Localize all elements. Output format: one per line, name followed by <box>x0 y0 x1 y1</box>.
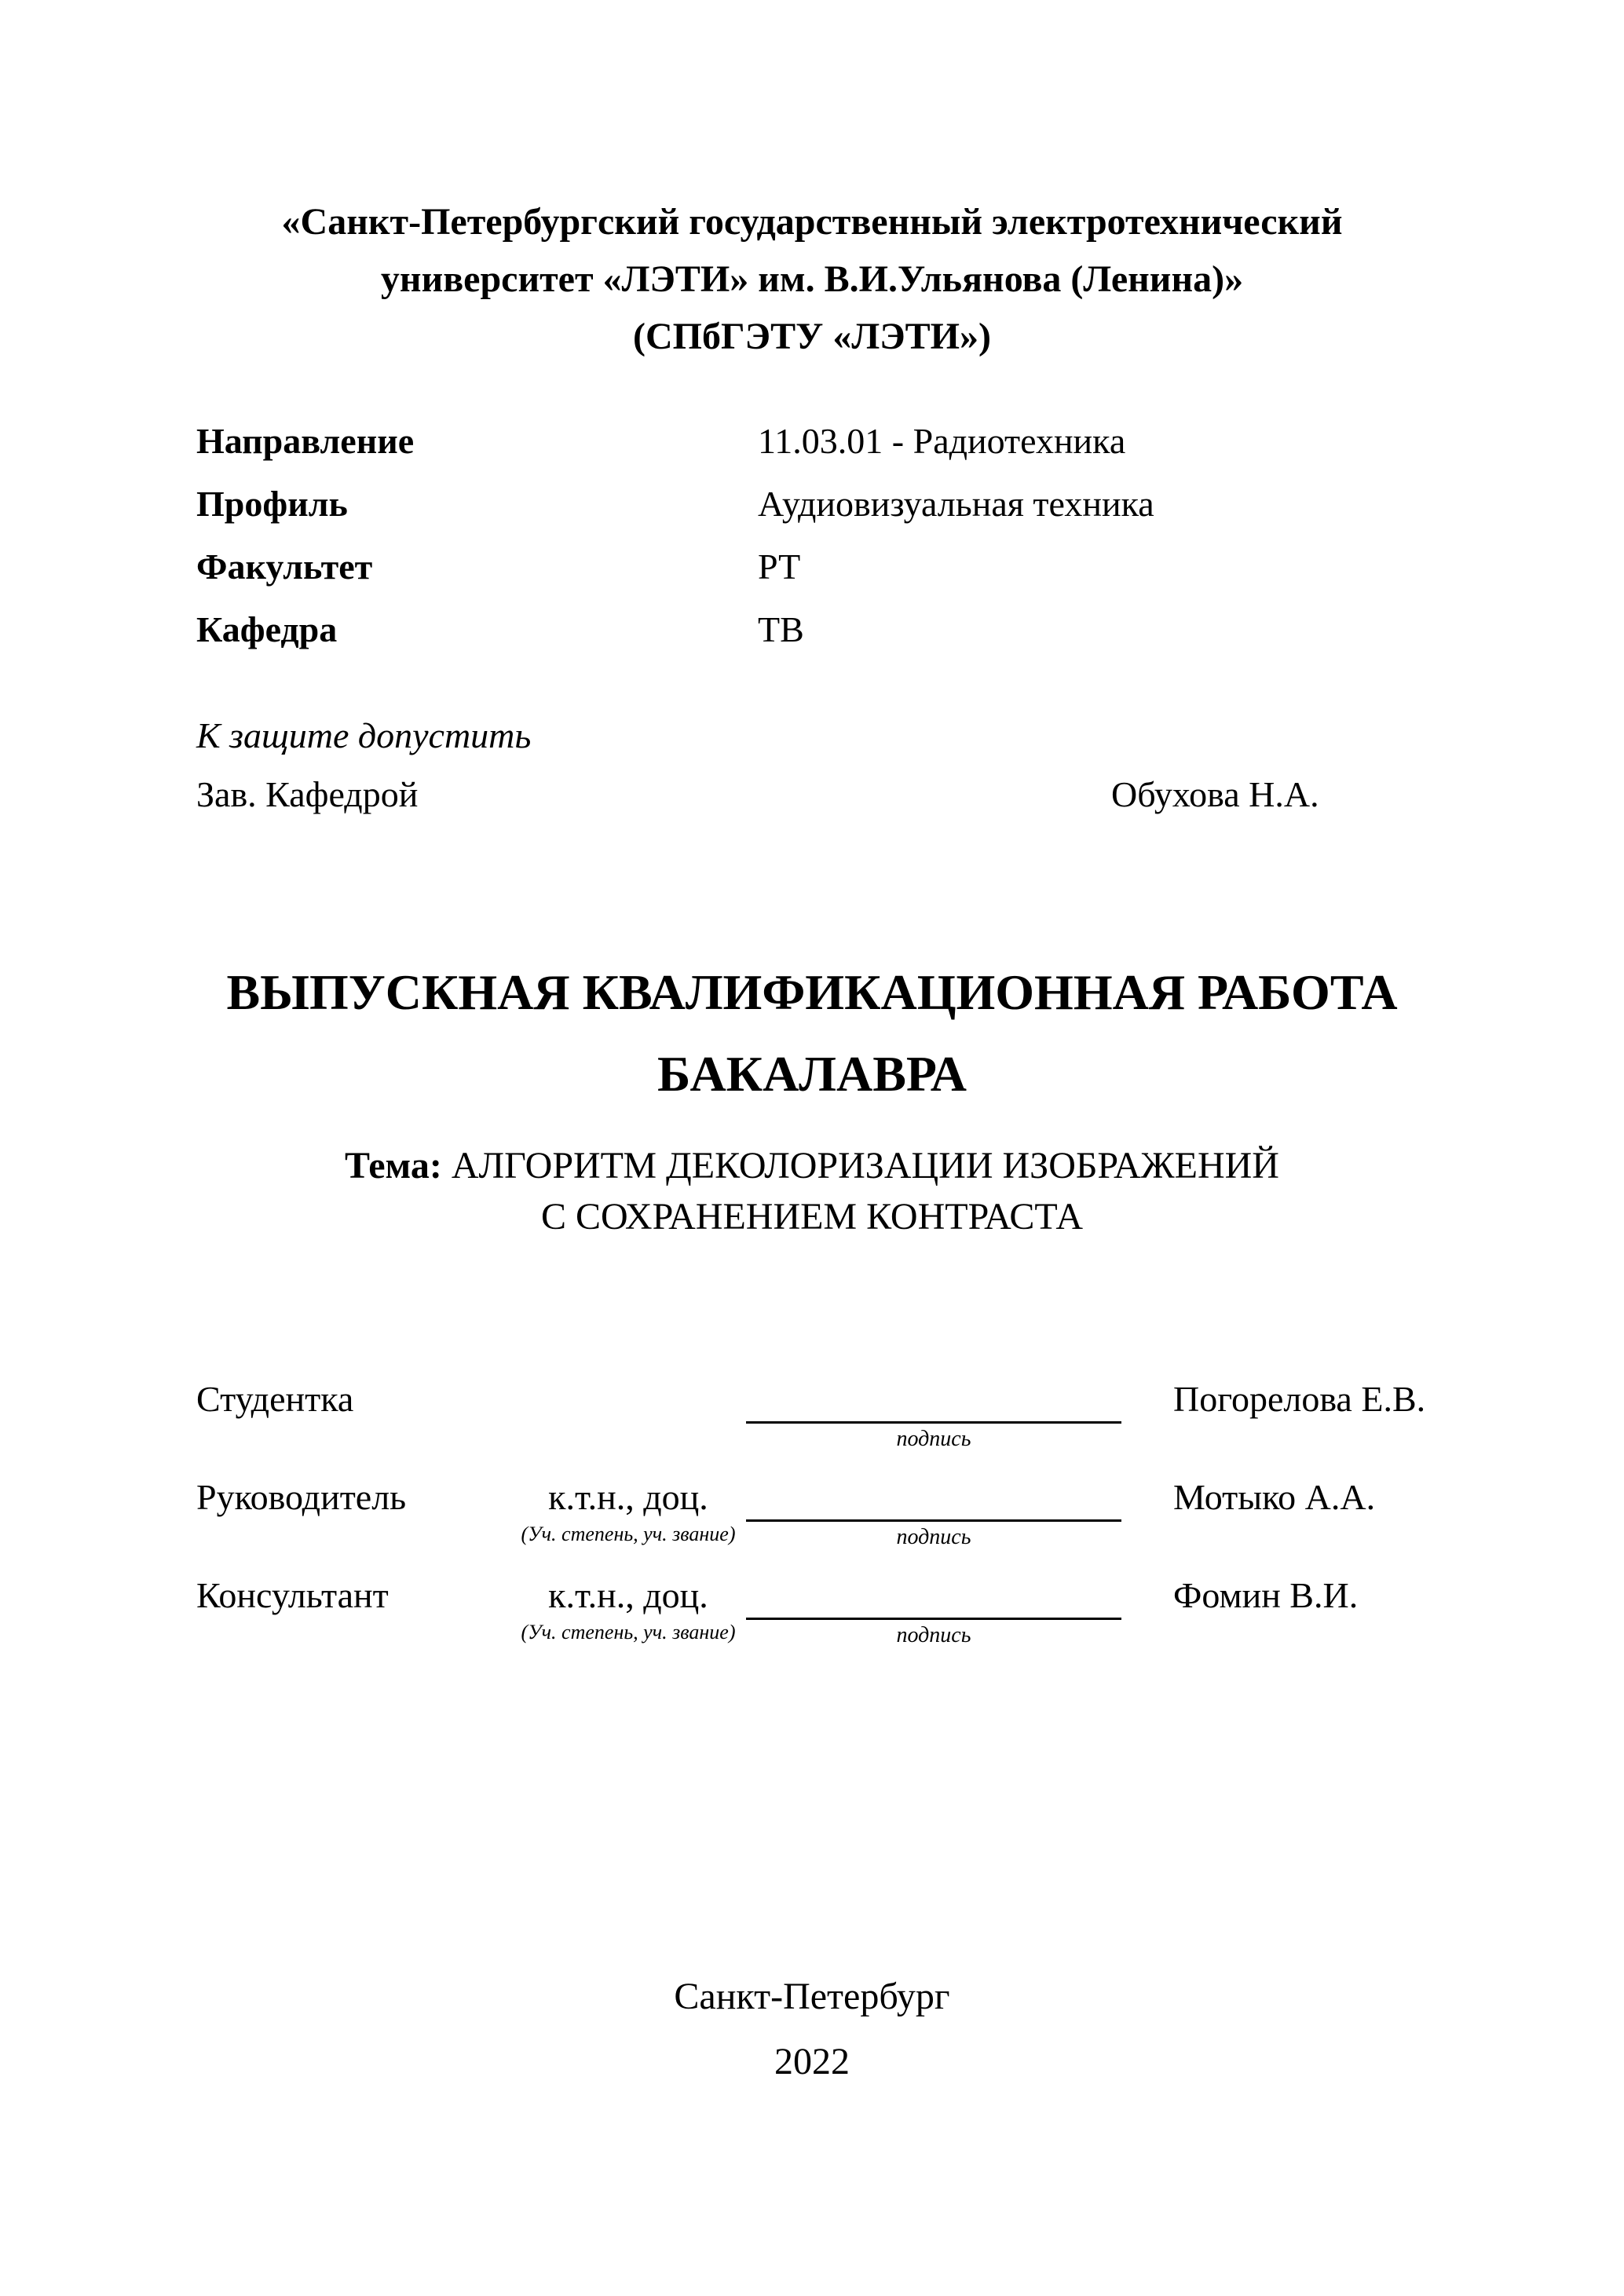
signature-row-supervisor <box>196 1475 1428 1562</box>
footer-year: 2022 <box>774 2041 850 2082</box>
consultant-degree-caption: (Уч. степень, уч. звание) <box>521 1621 736 1643</box>
topic-label: Тема: <box>345 1145 442 1186</box>
profile-value: Аудиовизуальная техника <box>758 484 1154 524</box>
field-row-faculty <box>196 545 1428 608</box>
signature-row-student <box>196 1377 1428 1464</box>
head-of-department-label: Зав. Кафедрой <box>196 774 419 814</box>
field-row-department <box>196 608 1428 671</box>
program-fields <box>196 419 1428 671</box>
student-signature-caption: подпись <box>896 1427 971 1451</box>
field-row-direction <box>196 419 1428 482</box>
supervisor-role-label: Руководитель <box>196 1477 407 1517</box>
student-signature-line <box>746 1377 1121 1424</box>
student-name: Погорелова Е.В. <box>1173 1379 1426 1419</box>
admission-note: К защите допустить <box>196 715 532 755</box>
consultant-name: Фомин В.И. <box>1173 1575 1359 1615</box>
topic-text-line2: С СОХРАНЕНИЕМ КОНТРАСТА <box>540 1196 1084 1238</box>
consultant-signature-block <box>746 1574 1121 1648</box>
consultant-signature-caption: подпись <box>896 1623 971 1647</box>
department-value: ТВ <box>758 609 804 649</box>
university-abbreviation: (СПбГЭТУ «ЛЭТИ») <box>633 316 991 357</box>
university-name-line2: университет «ЛЭТИ» им. В.И.Ульянова (Ленина)» <box>380 258 1244 300</box>
student-degree-block <box>475 1377 781 1424</box>
admission-row <box>196 773 1428 820</box>
main-title-line2: БАКАЛАВРА <box>657 1046 967 1102</box>
supervisor-signature-block <box>746 1475 1121 1550</box>
supervisor-signature-caption: подпись <box>896 1525 971 1549</box>
university-name-line1: «Санкт-Петербургский государственный электротехнический <box>281 201 1343 243</box>
student-role-label: Студентка <box>196 1379 354 1419</box>
field-row-profile <box>196 482 1428 545</box>
supervisor-name: Мотыко А.А. <box>1173 1477 1376 1517</box>
university-header <box>0 193 1624 365</box>
student-signature-block <box>746 1377 1121 1452</box>
main-title <box>0 952 1624 1115</box>
topic-block <box>0 1140 1624 1242</box>
footer-city: Санкт-Петербург <box>674 1976 950 2017</box>
topic-text-line1: АЛГОРИТМ ДЕКОЛОРИЗАЦИИ ИЗОБРАЖЕНИЙ <box>451 1145 1279 1186</box>
consultant-degree: к.т.н., доц. <box>548 1575 708 1615</box>
supervisor-signature-line <box>746 1475 1121 1522</box>
faculty-label: Факультет <box>196 547 373 587</box>
supervisor-degree-caption: (Уч. степень, уч. звание) <box>521 1523 736 1545</box>
supervisor-degree: к.т.н., доц. <box>548 1477 708 1517</box>
profile-label: Профиль <box>196 484 348 524</box>
consultant-degree-block <box>475 1574 781 1644</box>
supervisor-degree-block <box>475 1475 781 1546</box>
consultant-role-label: Консультант <box>196 1575 389 1615</box>
signature-row-consultant <box>196 1574 1428 1660</box>
head-of-department-name: Обухова Н.А. <box>1111 774 1319 814</box>
faculty-value: РТ <box>758 547 801 587</box>
direction-label: Направление <box>196 421 415 461</box>
department-label: Кафедра <box>196 609 338 649</box>
consultant-signature-line <box>746 1574 1121 1620</box>
direction-value: 11.03.01 - Радиотехника <box>758 421 1126 461</box>
topic-line1 <box>0 1140 1624 1191</box>
student-degree <box>475 1377 781 1421</box>
main-title-line1: ВЫПУСКНАЯ КВАЛИФИКАЦИОННАЯ РАБОТА <box>226 964 1398 1020</box>
